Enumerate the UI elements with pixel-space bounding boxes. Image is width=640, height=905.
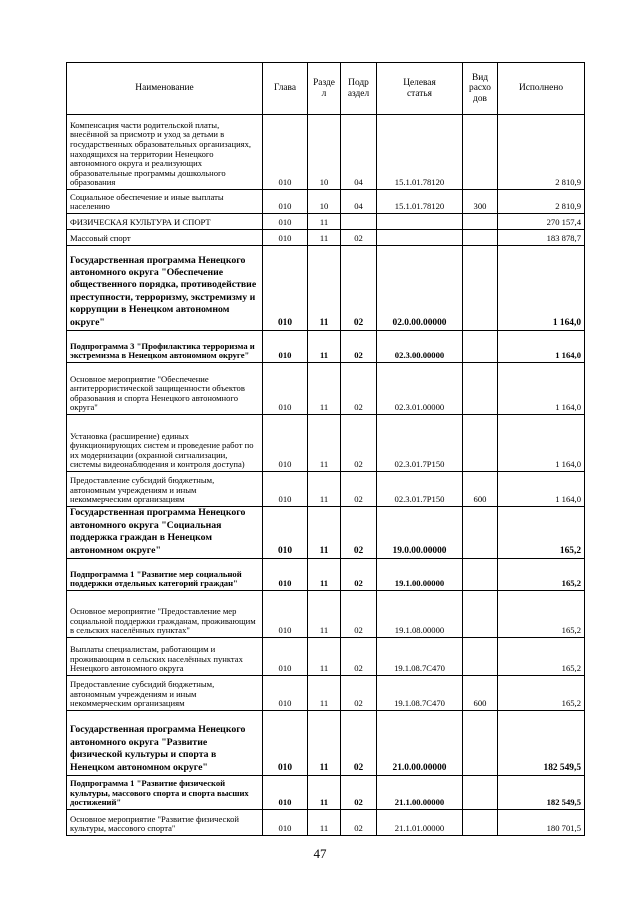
table-row xyxy=(67,472,585,507)
cell-executed: 1 164,0 xyxy=(498,331,585,363)
cell-name: Компенсация части родительской платы, внесённой за присмотр и уход за детьми в государственных образовательных организациях, находящихся на территории Ненецкого автономного округа и реализующих образовательные программы дошкольного образования xyxy=(67,115,263,190)
cell-target-article: 19.1.08.7С470 xyxy=(377,638,463,676)
cell-target-article: 19.1.08.7С470 xyxy=(377,676,463,711)
cell-expense-type: 600 xyxy=(463,472,498,507)
cell-subsection xyxy=(341,214,377,230)
cell-chapter: 010 xyxy=(263,711,308,776)
cell-subsection: 04 xyxy=(341,190,377,214)
cell-expense-type xyxy=(463,415,498,472)
cell-name: Основное мероприятие "Обеспечение антитеррористической защищенности объектов образования и спорта Ненецкого автономного округа" xyxy=(67,363,263,415)
cell-section: 11 xyxy=(308,591,341,638)
cell-target-article xyxy=(377,230,463,246)
cell-section: 11 xyxy=(308,246,341,331)
cell-target-article: 21.0.00.00000 xyxy=(377,711,463,776)
cell-target-article xyxy=(377,214,463,230)
cell-executed: 2 810,9 xyxy=(498,190,585,214)
cell-executed: 1 164,0 xyxy=(498,472,585,507)
table-row xyxy=(67,591,585,638)
cell-executed: 165,2 xyxy=(498,591,585,638)
cell-target-article: 19.1.00.00000 xyxy=(377,559,463,591)
cell-section: 10 xyxy=(308,190,341,214)
cell-target-article: 19.0.00.00000 xyxy=(377,507,463,559)
cell-chapter: 010 xyxy=(263,472,308,507)
cell-name: Предоставление субсидий бюджетным, автономным учреждениям и иным некоммерческим организациям xyxy=(67,676,263,711)
cell-subsection: 02 xyxy=(341,472,377,507)
header-expense-type: Вид расхо дов xyxy=(463,63,498,115)
cell-target-article: 02.3.00.00000 xyxy=(377,331,463,363)
cell-chapter: 010 xyxy=(263,415,308,472)
cell-subsection: 02 xyxy=(341,331,377,363)
cell-target-article: 02.0.00.00000 xyxy=(377,246,463,331)
cell-subsection: 02 xyxy=(341,246,377,331)
cell-expense-type xyxy=(463,810,498,836)
cell-expense-type xyxy=(463,711,498,776)
table-row xyxy=(67,810,585,836)
cell-name: Основное мероприятие "Развитие физической культуры, массового спорта" xyxy=(67,810,263,836)
cell-executed: 270 157,4 xyxy=(498,214,585,230)
table-header-row xyxy=(67,63,585,115)
cell-section: 11 xyxy=(308,230,341,246)
cell-chapter: 010 xyxy=(263,676,308,711)
cell-section: 11 xyxy=(308,331,341,363)
cell-expense-type xyxy=(463,591,498,638)
cell-section: 11 xyxy=(308,472,341,507)
cell-executed: 1 164,0 xyxy=(498,415,585,472)
cell-section: 11 xyxy=(308,214,341,230)
cell-executed: 165,2 xyxy=(498,559,585,591)
cell-expense-type xyxy=(463,115,498,190)
cell-executed: 1 164,0 xyxy=(498,246,585,331)
cell-chapter: 010 xyxy=(263,190,308,214)
cell-chapter: 010 xyxy=(263,214,308,230)
cell-target-article: 15.1.01.78120 xyxy=(377,190,463,214)
cell-subsection: 02 xyxy=(341,711,377,776)
cell-name: Государственная программа Ненецкого автономного округа "Социальная поддержка граждан в Ненецком автономном округе" xyxy=(67,507,263,559)
cell-subsection: 02 xyxy=(341,776,377,810)
cell-executed: 180 701,5 xyxy=(498,810,585,836)
cell-expense-type xyxy=(463,776,498,810)
cell-executed: 165,2 xyxy=(498,638,585,676)
cell-executed: 183 878,7 xyxy=(498,230,585,246)
cell-executed: 165,2 xyxy=(498,507,585,559)
cell-target-article: 02.3.01.7Р150 xyxy=(377,415,463,472)
cell-executed: 165,2 xyxy=(498,676,585,711)
table-row xyxy=(67,363,585,415)
header-name: Наименование xyxy=(67,63,263,115)
table-row xyxy=(67,776,585,810)
cell-subsection: 02 xyxy=(341,507,377,559)
cell-subsection: 02 xyxy=(341,676,377,711)
cell-expense-type xyxy=(463,214,498,230)
cell-name: Массовый спорт xyxy=(67,230,263,246)
cell-chapter: 010 xyxy=(263,559,308,591)
cell-expense-type xyxy=(463,638,498,676)
cell-executed: 1 164,0 xyxy=(498,363,585,415)
cell-target-article: 02.3.01.00000 xyxy=(377,363,463,415)
cell-target-article: 02.3.01.7Р150 xyxy=(377,472,463,507)
header-chapter: Глава xyxy=(263,63,308,115)
cell-expense-type xyxy=(463,230,498,246)
cell-executed: 182 549,5 xyxy=(498,711,585,776)
cell-name: ФИЗИЧЕСКАЯ КУЛЬТУРА И СПОРТ xyxy=(67,214,263,230)
cell-name: Подпрограмма 1 "Развитие мер социальной поддержки отдельных категорий граждан" xyxy=(67,559,263,591)
cell-subsection: 02 xyxy=(341,559,377,591)
cell-expense-type xyxy=(463,507,498,559)
cell-section: 11 xyxy=(308,776,341,810)
header-subsection: Подр аздел xyxy=(341,63,377,115)
cell-subsection: 02 xyxy=(341,810,377,836)
cell-chapter: 010 xyxy=(263,246,308,331)
cell-section: 10 xyxy=(308,115,341,190)
cell-section: 11 xyxy=(308,711,341,776)
header-executed: Исполнено xyxy=(498,63,585,115)
table-row xyxy=(67,214,585,230)
cell-section: 11 xyxy=(308,810,341,836)
cell-name: Выплаты специалистам, работающим и проживающим в сельских населённых пунктах Ненецкого автономного округа xyxy=(67,638,263,676)
table-row xyxy=(67,559,585,591)
cell-executed: 182 549,5 xyxy=(498,776,585,810)
cell-name: Государственная программа Ненецкого автономного округа "Обеспечение общественного порядка, противодействие преступности, терроризму, экстремизму и коррупции в Ненецком автономном округе" xyxy=(67,246,263,331)
cell-target-article: 19.1.08.00000 xyxy=(377,591,463,638)
table-row xyxy=(67,638,585,676)
cell-name: Установка (расширение) единых функционирующих систем и проведение работ по их модернизации (охранной сигнализации, системы видеонаблюдения и контроля доступа) xyxy=(67,415,263,472)
cell-name: Подпрограмма 1 "Развитие физической культуры, массового спорта и спорта высших достижений" xyxy=(67,776,263,810)
table-row xyxy=(67,246,585,331)
cell-expense-type xyxy=(463,363,498,415)
cell-executed: 2 810,9 xyxy=(498,115,585,190)
cell-expense-type xyxy=(463,331,498,363)
cell-chapter: 010 xyxy=(263,363,308,415)
table-row xyxy=(67,415,585,472)
cell-section: 11 xyxy=(308,507,341,559)
cell-chapter: 010 xyxy=(263,591,308,638)
cell-name: Социальное обеспечение и иные выплаты населению xyxy=(67,190,263,214)
cell-chapter: 010 xyxy=(263,638,308,676)
header-target-article: Целевая статья xyxy=(377,63,463,115)
cell-section: 11 xyxy=(308,559,341,591)
cell-chapter: 010 xyxy=(263,810,308,836)
table-row xyxy=(67,115,585,190)
cell-section: 11 xyxy=(308,415,341,472)
cell-subsection: 02 xyxy=(341,363,377,415)
budget-table xyxy=(66,62,585,836)
cell-subsection: 02 xyxy=(341,415,377,472)
cell-chapter: 010 xyxy=(263,776,308,810)
table-row xyxy=(67,676,585,711)
table-row xyxy=(67,711,585,776)
table-row xyxy=(67,507,585,559)
table-row xyxy=(67,190,585,214)
page-number: 47 xyxy=(313,846,327,861)
cell-target-article: 15.1.01.78120 xyxy=(377,115,463,190)
cell-subsection: 02 xyxy=(341,591,377,638)
cell-name: Подпрограмма 3 "Профилактика терроризма и экстремизма в Ненецком автономном округе" xyxy=(67,331,263,363)
cell-expense-type: 300 xyxy=(463,190,498,214)
cell-chapter: 010 xyxy=(263,115,308,190)
cell-section: 11 xyxy=(308,638,341,676)
cell-target-article: 21.1.01.00000 xyxy=(377,810,463,836)
cell-subsection: 02 xyxy=(341,230,377,246)
cell-target-article: 21.1.00.00000 xyxy=(377,776,463,810)
cell-section: 11 xyxy=(308,363,341,415)
cell-subsection: 04 xyxy=(341,115,377,190)
cell-expense-type xyxy=(463,559,498,591)
cell-name: Основное мероприятие "Предоставление мер социальной поддержки гражданам, проживающим в сельских населённых пунктах" xyxy=(67,591,263,638)
cell-chapter: 010 xyxy=(263,230,308,246)
cell-section: 11 xyxy=(308,676,341,711)
cell-expense-type: 600 xyxy=(463,676,498,711)
cell-chapter: 010 xyxy=(263,331,308,363)
cell-name: Государственная программа Ненецкого автономного округа "Развитие физической культуры и спорта в Ненецком автономном округе" xyxy=(67,711,263,776)
cell-name: Предоставление субсидий бюджетным, автономным учреждениям и иным некоммерческим организациям xyxy=(67,472,263,507)
header-section: Разде л xyxy=(308,63,341,115)
cell-expense-type xyxy=(463,246,498,331)
table-row xyxy=(67,331,585,363)
cell-subsection: 02 xyxy=(341,638,377,676)
table-row xyxy=(67,230,585,246)
cell-chapter: 010 xyxy=(263,507,308,559)
